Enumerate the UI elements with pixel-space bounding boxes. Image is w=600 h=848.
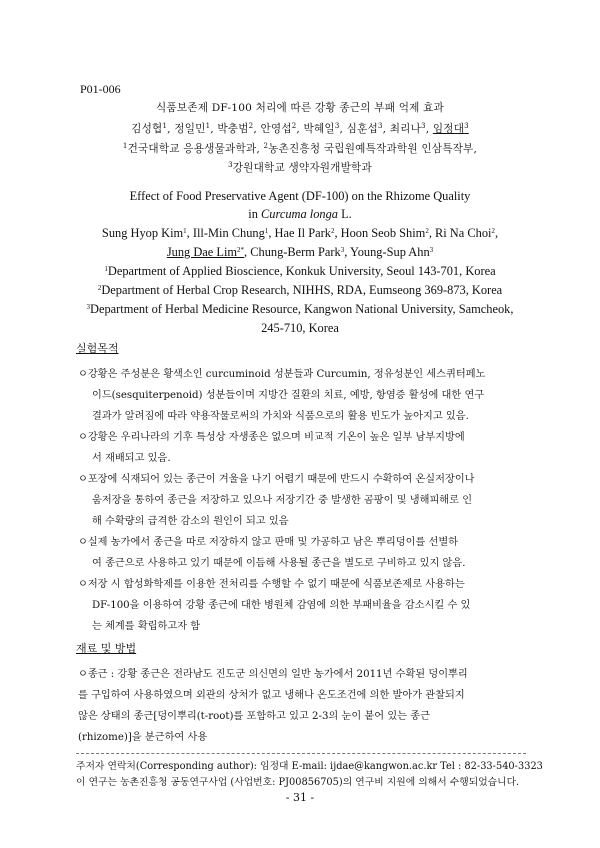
body-line: 결과가 알려짐에 따라 약용작물로써의 가치와 식품으로의 활용 빈도가 높아지고 있음. (92, 411, 469, 422)
korean-title: 식품보존제 DF-100 처리에 따른 강황 종근의 부패 억제 효과 (155, 102, 444, 114)
english-affiliation-3-cont: 245-710, Korea (261, 321, 339, 335)
body-line: 를 구입하여 사용하였으며 외관의 상처가 없고 냉해나 온도조건에 의한 발아가 관찰되지 (78, 690, 465, 701)
page-number: - 31 - (285, 791, 315, 804)
body-line: ㅇ강황은 우리나라의 기후 특성상 자생종은 없으며 비교적 기온이 높은 일부 남부지방에 (78, 432, 465, 443)
body-line: 서 재배되고 있음. (92, 453, 171, 464)
body-line: 움저장을 통하여 종근을 저장하고 있으나 저장기간 중 발생한 곰팡이 및 냉해피해로 인 (92, 495, 473, 506)
body-line: (rhizome)]을 분근하여 사용 (78, 732, 208, 743)
korean-affiliation-1: $^1$건국대학교 응용생물과학과, $^2$농촌진흥청 국립원예특작과학원 인삼특작부, (122, 142, 478, 155)
english-title-line1: Effect of Food Preservative Agent (DF-100) on the Rhizome Quality (129, 189, 471, 203)
english-affiliation-1: $^1$Department of Applied Bioscience, Konkuk University, Seoul 143-701, Korea (104, 264, 496, 278)
corresponding-author: 주저자 연락처(Corresponding author): 임정대 E-mail: ijdae@kangwon.ac.kr Tel : 82-33-540-3323 (76, 761, 543, 772)
body-line: 이드(sesquiterpenoid) 성분들이며 지방간 질환의 치료, 예방, 항염증 활성에 대한 연구 (92, 390, 485, 401)
body-line: ㅇ실제 농가에서 종근을 따로 저장하지 않고 판매 및 가공하고 남은 뿌리덩이를 선별하 (78, 537, 459, 548)
section-heading-materials: 재료 및 방법 (76, 642, 137, 655)
english-affiliation-2: $^2$Department of Herbal Crop Research, NIHHS, RDA, Eumseong 369-873, Korea (97, 283, 503, 297)
body-line: 여 종근으로 사용하고 있기 때문에 이듬해 사용될 종근을 별도로 구비하고 있지 않음. (92, 558, 466, 569)
funding-note: 이 연구는 농촌진흥청 공동연구사업 (사업번호: PJ00856705)의 연구비 지원에 의해서 수행되었습니다. (76, 777, 520, 788)
body-line: 않은 상태의 종근[덩이뿌리(t-root)를 포함하고 있고 2-3의 눈이 붙어 있는 종근 (78, 711, 430, 722)
korean-affiliation-2: $^3$강원대학교 생약자원개발학과 (228, 161, 372, 174)
paper-id: P01-006 (80, 82, 121, 96)
body-line: ㅇ포장에 식재되어 있는 종근이 겨울을 나기 어렵기 때문에 반드시 수확하여 온실저장이나 (78, 474, 475, 485)
korean-authors: 김성협$^1$, 정일민$^1$, 박충범$^2$, 안영섭$^2$, 박혜일$^3$, 심훈섭$^3$, 최리나$^3$, 임정대$^3$ (131, 122, 469, 135)
body-line: ㅇ저장 시 합성화학제를 이용한 전처리를 수행할 수 없기 때문에 식품보존제로 사용하는 (78, 579, 465, 590)
section-heading-purpose: 실험목적 (76, 342, 119, 355)
body-line: 는 체계를 확립하고자 함 (92, 621, 201, 632)
english-authors-line2: Jung Dae Lim$^{2*}$, Chung-Berm Park$^3$, Young-Sup Ahn$^3$ (166, 245, 434, 259)
body-line: DF-100을 이용하여 강황 종근에 대한 병원체 감염에 의한 부패비율을 감소시킬 수 있 (92, 600, 471, 611)
english-authors-line1: Sung Hyop Kim$^1$, Ill-Min Chung$^1$, Hae Il Park$^2$, Hoon Seob Shim$^2$, Ri Na Choi$^2$, (101, 226, 499, 240)
english-title-line2: in Curcuma longa L. (248, 207, 352, 221)
body-line: 해 수확량의 급격한 감소의 원인이 되고 있음 (92, 516, 289, 527)
english-affiliation-3: $^3$Department of Herbal Medicine Resource, Kangwon National University, Samcheok, (86, 302, 514, 316)
body-line: ㅇ강황은 주성분은 황색소인 curcuminoid 성분들과 Curcumin, 정유성분인 세스퀴터페노 (78, 369, 486, 380)
body-line: ㅇ종근 : 강황 종근은 전라남도 진도군 의신면의 일반 농가에서 2011년 수확된 덩이뿌리 (78, 669, 468, 680)
footer-divider (76, 753, 526, 754)
